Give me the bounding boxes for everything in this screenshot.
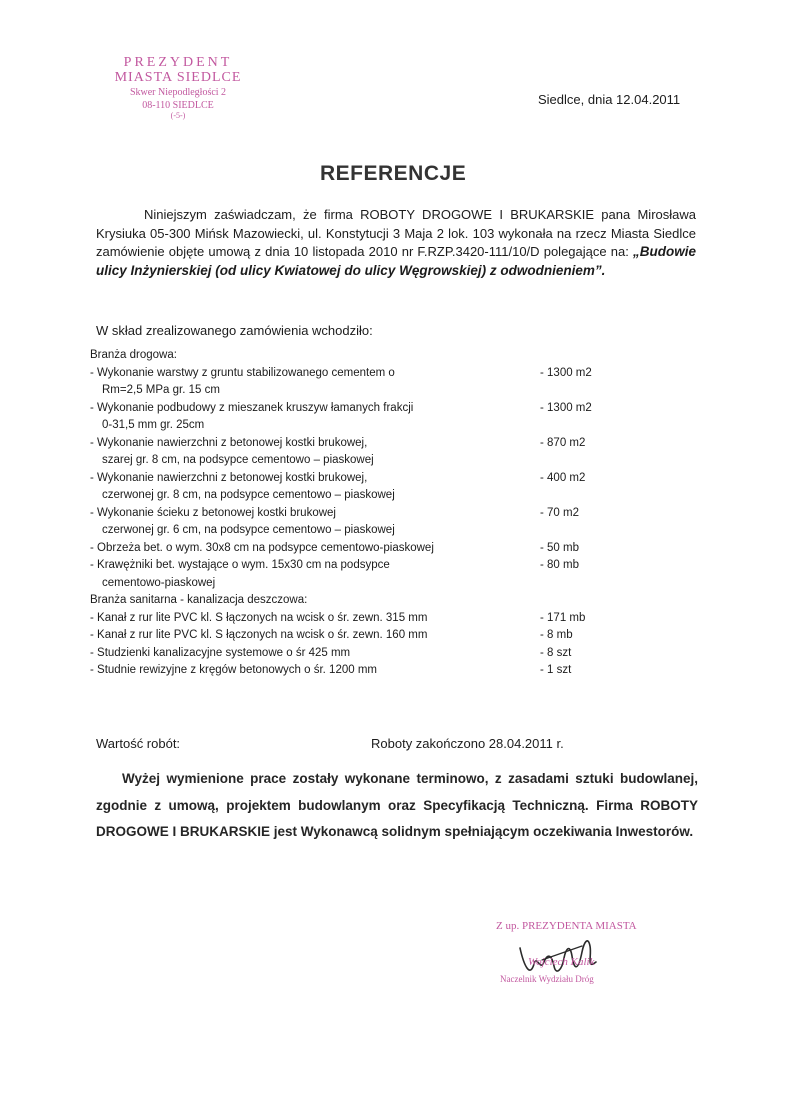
closing-text: Wyżej wymienione prace zostały wykonane terminowo, z zasadami sztuki budowlanej, zgodnie z umową, projektem budowlanym oraz Specyfikacją Techniczną. Firma ROBOTY DROGOWE I BRUKARSKIE jest Wykonawcą solidnym spełniającym oczekiwania Inwestorów. [96, 771, 698, 839]
work-description: - Obrzeża bet. o wym. 30x8 cm na podsypce cementowo-piaskowej [90, 541, 434, 554]
work-description: - Studnie rewizyjne z kręgów betonowych o śr. 1200 mm [90, 664, 377, 676]
works-list-item [90, 627, 630, 645]
value-label: Wartość robót: [96, 736, 181, 751]
work-quantity: - 1 szt [540, 664, 572, 676]
signature-line-1: Z up. PREZYDENTA MIASTA [496, 920, 637, 932]
stamp-line-4: 08-110 SIEDLCE [142, 100, 214, 111]
works-section-heading [90, 347, 630, 365]
works-list-item [90, 487, 630, 505]
work-description: - Kanał z rur lite PVC kl. S łączonych na wcisk o śr. zewn. 160 mm [90, 629, 428, 641]
work-description: Rm=2,5 MPa gr. 15 cm [102, 384, 220, 396]
work-description: - Wykonanie ścieku z betonowej kostki brukowej [90, 506, 336, 519]
work-description: 0-31,5 mm gr. 25cm [102, 419, 205, 431]
stamp-line-5: (-5-) [170, 111, 186, 120]
mayor-stamp [78, 56, 278, 120]
work-quantity: - 1300 m2 [540, 401, 592, 414]
work-quantity: - 50 mb [540, 541, 579, 554]
work-description: czerwonej gr. 8 cm, na podsypce cementowo – piaskowej [102, 489, 395, 501]
works-list [90, 347, 630, 680]
intro-text [96, 206, 696, 280]
work-description: cementowo-piaskowej [102, 576, 216, 589]
work-quantity: - 80 mb [540, 559, 579, 571]
work-description: Branża drogowa: [90, 349, 177, 361]
works-list-item [90, 400, 630, 418]
works-list-item [90, 575, 630, 593]
intro-paragraph [96, 206, 696, 280]
works-list-item [90, 435, 630, 453]
project-name: „Budowie ulicy Inżynierskiej (od ulicy Kwiatowej do ulicy Węgrowskiej) z odwodnieniem”. [96, 244, 696, 278]
works-list-item [90, 645, 630, 663]
work-quantity: - 8 szt [540, 646, 572, 659]
works-list-item [90, 522, 630, 540]
work-description: - Wykonanie nawierzchni z betonowej kostki brukowej, [90, 471, 368, 484]
works-list-item [90, 557, 630, 575]
works-list-item [90, 452, 630, 470]
work-description: - Wykonanie warstwy z gruntu stabilizowanego cementem o [90, 366, 395, 379]
signature-line-2: Wojciech Kalik [528, 956, 595, 968]
works-section-heading [90, 592, 630, 610]
closing-paragraph [96, 766, 698, 846]
stamp-line-2: MIASTA SIEDLCE [114, 70, 242, 85]
signature-line-3: Naczelnik Wydziału Dróg [500, 974, 594, 984]
work-description: - Studzienki kanalizacyjne systemowe o śr 425 mm [90, 646, 351, 659]
stamp-line-3: Skwer Niepodległości 2 [129, 87, 227, 98]
works-list-item [90, 365, 630, 383]
intro-body: Niniejszym zaświadczam, że firma ROBOTY DROGOWE I BRUKARSKIE pana Mirosława Krysiuka 05-300 Mińsk Mazowiecki, ul. Konstytucji 3 Maja 2 lok. 103 wykonała na rzecz Miasta Siedlce zamówienie objęte umową z dnia 10 listopada 2010 nr F.RZP.3420-111/10/D polegające na: [96, 207, 696, 259]
work-quantity: - 70 m2 [540, 506, 579, 519]
works-list-item [90, 610, 630, 628]
work-description: - Kanał z rur lite PVC kl. S łączonych na wcisk o śr. zewn. 315 mm [90, 611, 428, 624]
scope-lead: W skład zrealizowanego zamówienia wchodziło: [96, 323, 373, 338]
document-date: Siedlce, dnia 12.04.2011 [538, 92, 681, 107]
works-list-item [90, 505, 630, 523]
works-list-item [90, 382, 630, 400]
work-description: - Wykonanie nawierzchni z betonowej kostki brukowej, [90, 436, 368, 449]
work-description: czerwonej gr. 6 cm, na podsypce cementowo – piaskowej [102, 524, 395, 536]
work-quantity: - 8 mb [540, 629, 573, 641]
works-list-item [90, 540, 630, 558]
completion-date: Roboty zakończono 28.04.2011 r. [371, 736, 564, 751]
work-description: szarej gr. 8 cm, na podsypce cementowo – piaskowej [102, 454, 374, 466]
stamp-line-1: PREZYDENT [123, 55, 233, 70]
works-list-item [90, 662, 630, 680]
work-quantity: - 400 m2 [540, 471, 586, 484]
works-list-item [90, 417, 630, 435]
work-description: - Wykonanie podbudowy z mieszanek kruszyw łamanych frakcji [90, 401, 414, 414]
work-quantity: - 1300 m2 [540, 366, 592, 379]
work-description: - Krawężniki bet. wystające o wym. 15x30 cm na podsypce [90, 559, 390, 571]
work-quantity: - 870 m2 [540, 436, 586, 449]
document-title: REFERENCJE [320, 162, 467, 185]
works-list-item [90, 470, 630, 488]
work-description: Branża sanitarna - kanalizacja deszczowa: [90, 594, 308, 606]
work-quantity: - 171 mb [540, 611, 586, 624]
